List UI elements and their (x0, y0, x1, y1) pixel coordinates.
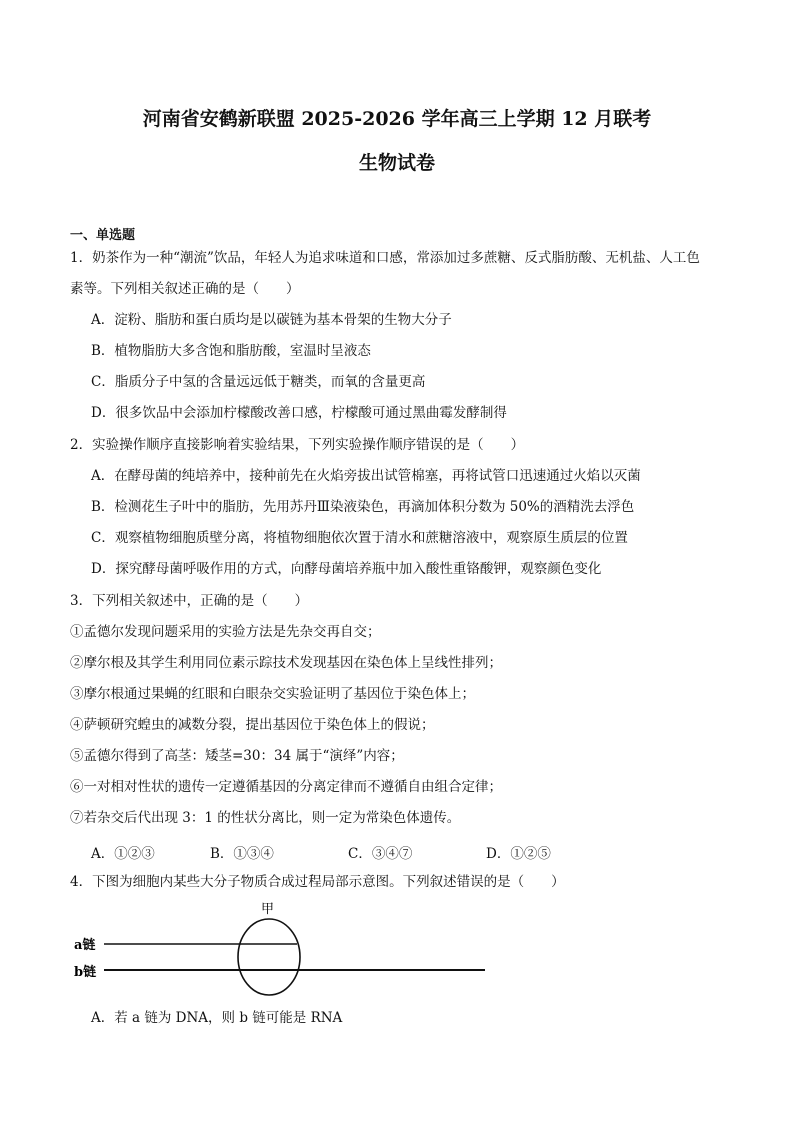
section-heading: 一、单选题 (70, 228, 136, 243)
label-a-chain: a链 (74, 938, 96, 953)
q3-statement-3: ③摩尔根通过果蝇的红眼和白眼杂交实验证明了基因位于染色体上； (70, 686, 475, 702)
q3-statement-1: ①孟德尔发现问题采用的实验方法是先杂交再自交； (70, 624, 381, 640)
q4-option-a: A．若 a 链为 DNA，则 b 链可能是 RNA (91, 1010, 343, 1026)
paper-subtitle: 生物试卷 (358, 152, 435, 174)
q3-statement-4: ④萨顿研究蝗虫的减数分裂，提出基因位于染色体上的假说； (70, 717, 435, 733)
label-b-chain: b链 (74, 965, 97, 980)
q3-statement-6: ⑥一对相对性状的遗传一定遵循基因的分离定律而不遵循自由组合定律； (70, 779, 502, 795)
q1-stem-line1: 1．奶茶作为一种“潮流”饮品，年轻人为追求味道和口感，常添加过多蔗糖、反式脂肪酸、无机盐、人工色 (70, 250, 700, 266)
q2-option-d: D．探究酵母菌呼吸作用的方式，向酵母菌培养瓶中加入酸性重铬酸钾，观察颜色变化 (91, 561, 602, 577)
q3-statement-7: ⑦若杂交后代出现 3：1 的性状分离比，则一定为常染色体遗传。 (70, 810, 461, 826)
q1-option-b: B．植物脂肪大多含饱和脂肪酸，室温时呈液态 (91, 343, 371, 359)
q1-option-d: D．很多饮品中会添加柠檬酸改善口感，柠檬酸可通过黑曲霉发酵制得 (91, 405, 507, 421)
paper-title: 河南省安鹤新联盟 2025-2026 学年高三上学期 12 月联考 (142, 108, 652, 130)
q1-option-a: A．淀粉、脂肪和蛋白质均是以碳链为基本骨架的生物大分子 (91, 312, 452, 328)
q3-option-a: A．①②③ (91, 846, 155, 862)
q3-stem: 3．下列相关叙述中，正确的是（ ） (70, 593, 309, 609)
q1-option-c: C．脂质分子中氢的含量远远低于糖类，而氧的含量更高 (91, 374, 426, 390)
q2-option-c: C．观察植物细胞质壁分离，将植物细胞依次置于清水和蔗糖溶液中，观察原生质层的位置 (91, 530, 628, 546)
q3-statement-5: ⑤孟德尔得到了高茎：矮茎=30：34 属于“演绎”内容； (70, 748, 404, 764)
region-jia-circle (238, 919, 300, 995)
q4-stem: 4．下图为细胞内某些大分子物质合成过程局部示意图。下列叙述错误的是（ ） (70, 874, 565, 890)
q3-statement-2: ②摩尔根及其学生利用同位素示踪技术发现基因在染色体上呈线性排列； (70, 655, 502, 671)
q3-option-b: B．①③④ (210, 846, 274, 862)
q1-stem-line2: 素等。下列相关叙述正确的是（ ） (70, 281, 300, 297)
q3-option-d: D．①②⑤ (486, 846, 551, 862)
q2-stem: 2．实验操作顺序直接影响着实验结果，下列实验操作顺序错误的是（ ） (70, 437, 525, 453)
q2-option-a: A．在酵母菌的纯培养中，接种前先在火焰旁拔出试管棉塞，再将试管口迅速通过火焰以灭菌 (91, 468, 641, 484)
q2-option-b: B．检测花生子叶中的脂肪，先用苏丹Ⅲ染液染色，再滴加体积分数为 50%的酒精洗去浮色 (91, 499, 635, 515)
label-jia: 甲 (261, 902, 275, 917)
q3-option-c: C．③④⑦ (348, 846, 413, 862)
